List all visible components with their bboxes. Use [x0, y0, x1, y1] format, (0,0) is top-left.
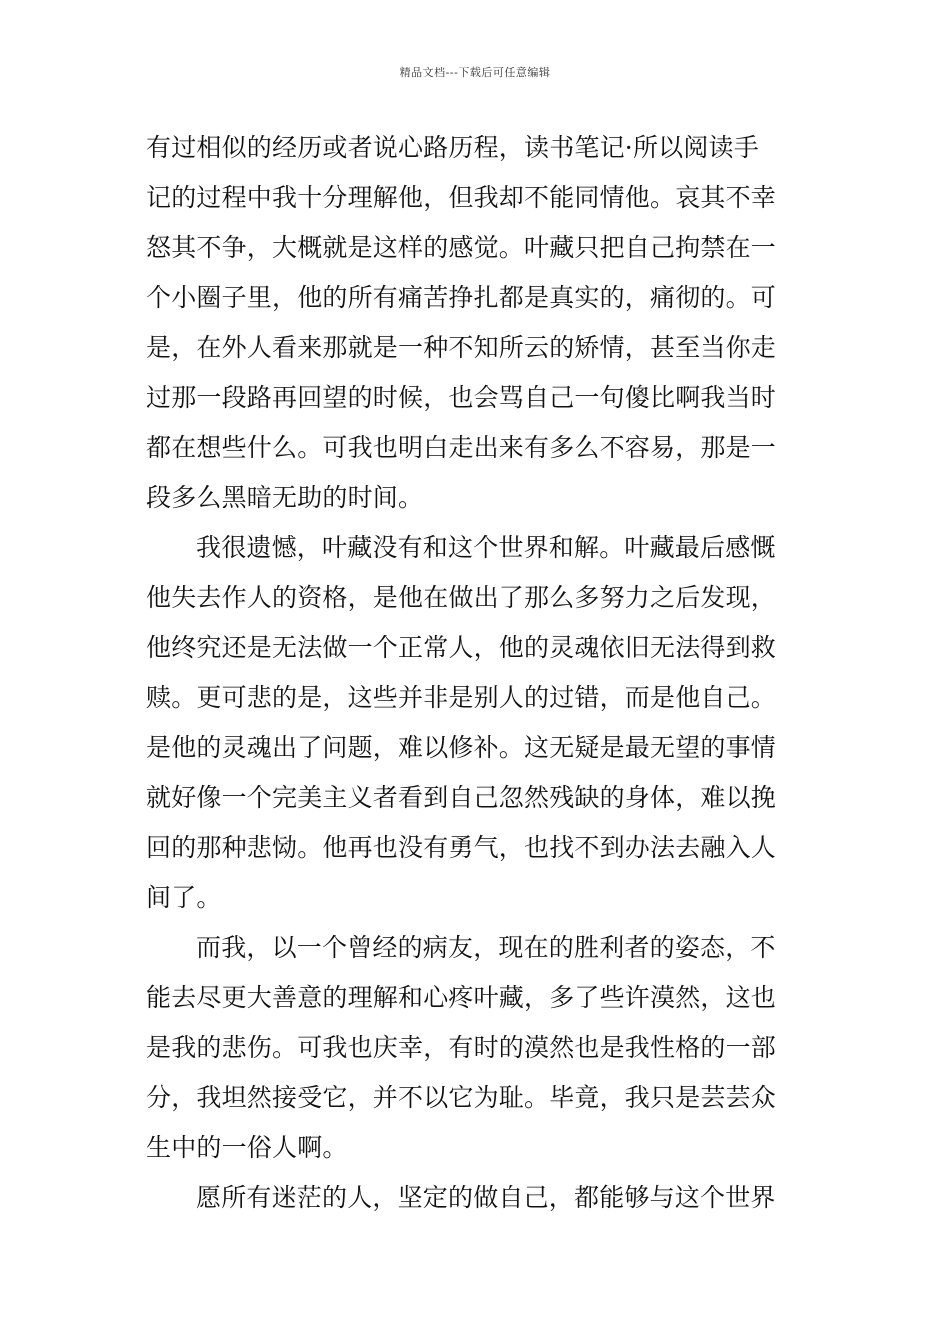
paragraph-start-line: 愿所有迷茫的人，坚定的做自己，都能够与这个世界 [196, 1183, 776, 1212]
text-line: 就好像一个完美主义者看到自己忽然残缺的身体，难以挽 [146, 783, 777, 812]
text-line: 过那一段路再回望的时候，也会骂自己一句傻比啊我当时 [146, 383, 777, 412]
text-line: 分，我坦然接受它，并不以它为耻。毕竟，我只是芸芸众 [146, 1083, 777, 1112]
text-line: 是，在外人看来那就是一种不知所云的矫情，甚至当你走 [146, 333, 777, 362]
text-line: 他终究还是无法做一个正常人，他的灵魂依旧无法得到救 [146, 633, 777, 662]
text-line: 是我的悲伤。可我也庆幸，有时的漠然也是我性格的一部 [146, 1033, 777, 1062]
text-line: 能去尽更大善意的理解和心疼叶藏，多了些许漠然，这也 [146, 983, 777, 1012]
text-line: 都在想些什么。可我也明白走出来有多么不容易，那是一 [146, 433, 777, 462]
text-line: 有过相似的经历或者说心路历程，读书笔记·所以阅读手 [146, 133, 759, 162]
text-line: 回的那种悲恸。他再也没有勇气，也找不到办法去融入人 [146, 833, 777, 862]
paragraph-start-line: 我很遗憾，叶藏没有和这个世界和解。叶藏最后感慨 [196, 533, 776, 562]
text-line: 怒其不争，大概就是这样的感觉。叶藏只把自己拘禁在一 [146, 233, 777, 262]
text-line: 记的过程中我十分理解他，但我却不能同情他。哀其不幸 [146, 183, 777, 212]
text-line: 他失去作人的资格，是他在做出了那么多努力之后发现， [146, 583, 777, 612]
text-line: 个小圈子里，他的所有痛苦挣扎都是真实的，痛彻的。可 [146, 283, 777, 312]
text-line: 段多么黑暗无助的时间。 [146, 483, 424, 512]
page-header: 精品文档---下载后可任意编辑 [399, 66, 551, 79]
paragraph-start-line: 而我，以一个曾经的病友，现在的胜利者的姿态，不 [196, 933, 776, 962]
text-line: 赎。更可悲的是，这些并非是别人的过错，而是他自己。 [146, 683, 777, 712]
text-line: 是他的灵魂出了问题，难以修补。这无疑是最无望的事情 [146, 733, 777, 762]
text-line: 生中的一俗人啊。 [146, 1133, 348, 1162]
text-line: 间了。 [146, 883, 222, 912]
